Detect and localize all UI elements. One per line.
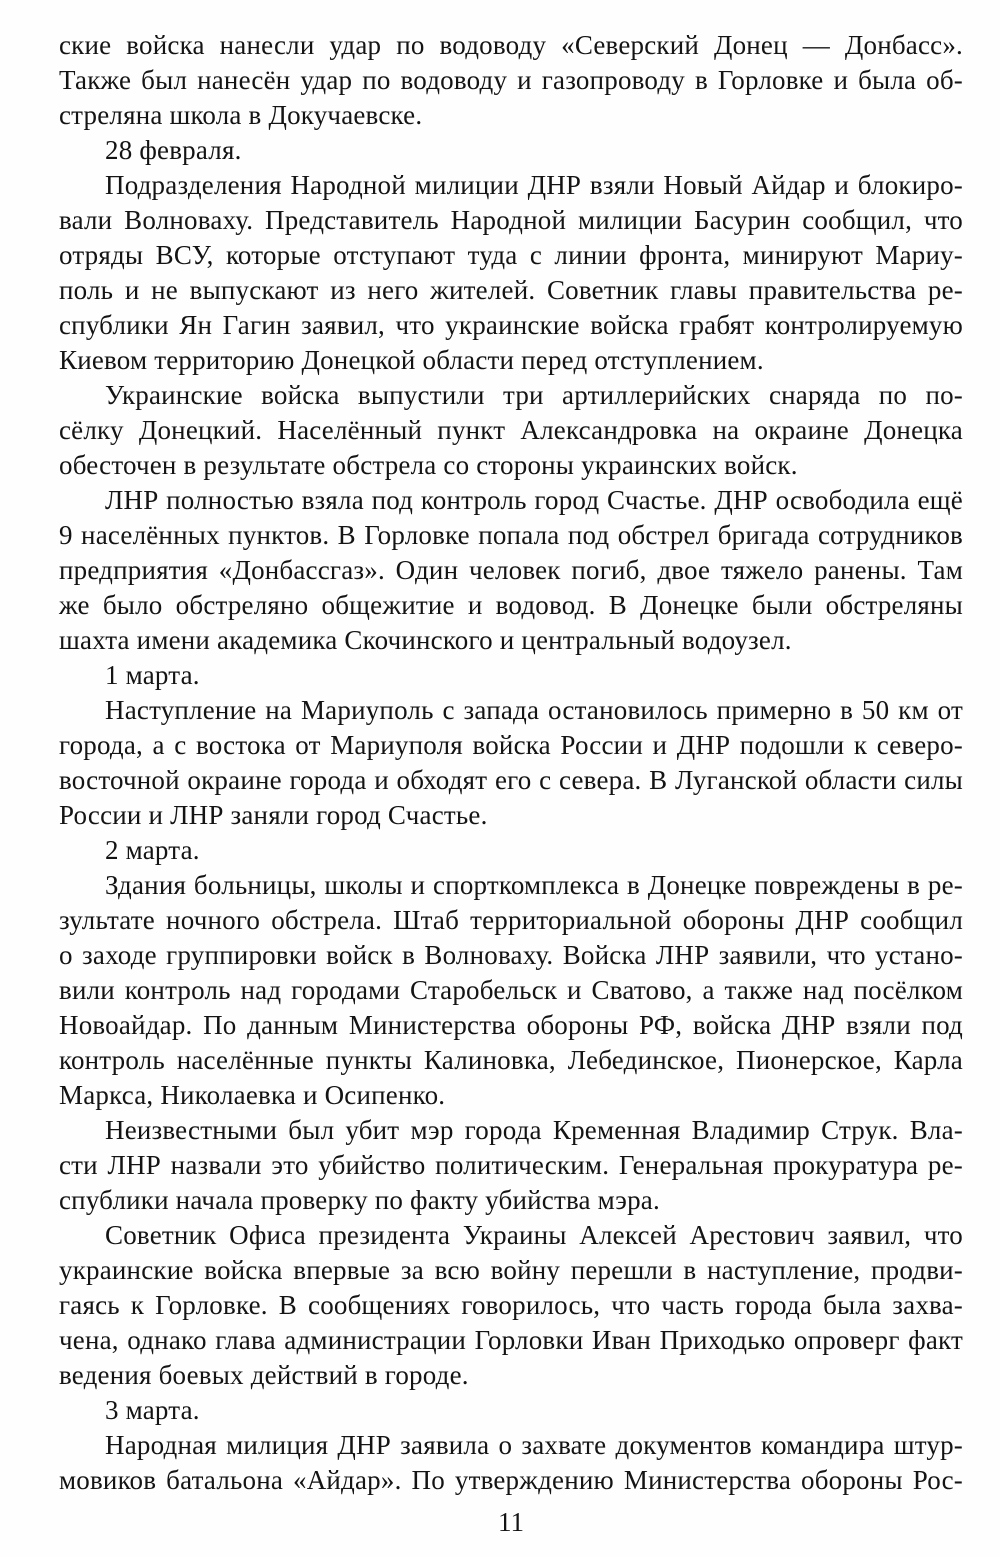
text-line: Здания больницы, школы и спорткомплекса в Донецке повреждены в ре- bbox=[105, 870, 963, 900]
text-line: обесточен в результате обстрела со стороны украинских войск. bbox=[59, 450, 798, 480]
text-line: спублики начала проверку по факту убийства мэра. bbox=[59, 1185, 660, 1215]
text-line: Киевом территорию Донецкой области перед отступлением. bbox=[59, 345, 764, 375]
text-line: зультате ночного обстрела. Штаб территориальной обороны ДНР сообщил bbox=[59, 905, 963, 935]
text-line: поль и не выпускают из него жителей. Советник главы правительства ре- bbox=[59, 275, 963, 305]
text-line: мовиков батальона «Айдар». По утверждению Министерства обороны Рос- bbox=[59, 1465, 963, 1495]
text-line: отряды ВСУ, которые отступают туда с линии фронта, минируют Мариу- bbox=[59, 240, 963, 270]
text-line: Новоайдар. По данным Министерства обороны РФ, войска ДНР взяли под bbox=[59, 1010, 963, 1040]
text-line: же было обстреляно общежитие и водовод. В Донецке были обстреляны bbox=[59, 590, 963, 620]
text-line: 2 марта. bbox=[105, 835, 200, 865]
text-line: России и ЛНР заняли город Счастье. bbox=[59, 800, 488, 830]
text-line: сти ЛНР назвали это убийство политическим. Генеральная прокуратура ре- bbox=[59, 1150, 963, 1180]
text-line: спублики Ян Гагин заявил, что украинские войска грабят контролируемую bbox=[59, 310, 963, 340]
text-line: ведения боевых действий в городе. bbox=[59, 1360, 469, 1390]
text-line: Народная милиция ДНР заявила о захвате документов командира штур- bbox=[105, 1430, 963, 1460]
page-number: 11 bbox=[498, 1507, 524, 1537]
text-line: Маркса, Николаевка и Осипенко. bbox=[59, 1080, 446, 1110]
text-line: вили контроль над городами Старобельск и Сватово, а также над посёлком bbox=[59, 975, 963, 1005]
text-line: шахта имени академика Скочинского и центральный водоузел. bbox=[59, 625, 792, 655]
text-line: Неизвестными был убит мэр города Кременная Владимир Струк. Вла- bbox=[105, 1115, 963, 1145]
text-line: Подразделения Народной милиции ДНР взяли Новый Айдар и блокиро- bbox=[105, 170, 963, 200]
text-line: контроль населённые пункты Калиновка, Лебединское, Пионерское, Карла bbox=[59, 1045, 963, 1075]
text-line: гаясь к Горловке. В сообщениях говорилось, что часть города была захва- bbox=[59, 1290, 963, 1320]
text-line: Наступление на Мариуполь с запада остановилось примерно в 50 км от bbox=[105, 695, 963, 725]
text-line: о заходе группировки войск в Волноваху. Войска ЛНР заявили, что устано- bbox=[59, 940, 963, 970]
text-line: восточной окраине города и обходят его с севера. В Луганской области силы bbox=[59, 765, 963, 795]
text-line: чена, однако глава администрации Горловки Иван Приходько опроверг факт bbox=[59, 1325, 963, 1355]
text-line: 9 населённых пунктов. В Горловке попала под обстрел бригада сотрудников bbox=[59, 520, 963, 550]
text-line: ЛНР полностью взяла под контроль город Счастье. ДНР освободила ещё bbox=[105, 485, 963, 515]
text-line: украинские войска впервые за всю войну перешли в наступление, продви- bbox=[59, 1255, 963, 1285]
text-line: города, а с востока от Мариуполя войска России и ДНР подошли к северо- bbox=[59, 730, 963, 760]
text-line: 28 февраля. bbox=[105, 135, 242, 165]
text-line: Также был нанесён удар по водоводу и газопроводу в Горловке и была об- bbox=[59, 65, 963, 95]
page-text bbox=[59, 28, 963, 1498]
text-line: стреляна школа в Докучаевске. bbox=[59, 100, 423, 130]
text-line: 1 марта. bbox=[105, 660, 200, 690]
text-line: Советник Офиса президента Украины Алексей Арестович заявил, что bbox=[105, 1220, 963, 1250]
text-line: вали Волноваху. Представитель Народной милиции Басурин сообщил, что bbox=[59, 205, 963, 235]
text-line: предприятия «Донбассгаз». Один человек погиб, двое тяжело ранены. Там bbox=[59, 555, 963, 585]
text-line: ские войска нанесли удар по водоводу «Северский Донец — Донбасс». bbox=[59, 30, 963, 60]
text-line: Украинские войска выпустили три артиллерийских снаряда по по- bbox=[105, 380, 963, 410]
text-line: 3 марта. bbox=[105, 1395, 200, 1425]
text-line: сёлку Донецкий. Населённый пункт Александровка на окраине Донецка bbox=[59, 415, 963, 445]
